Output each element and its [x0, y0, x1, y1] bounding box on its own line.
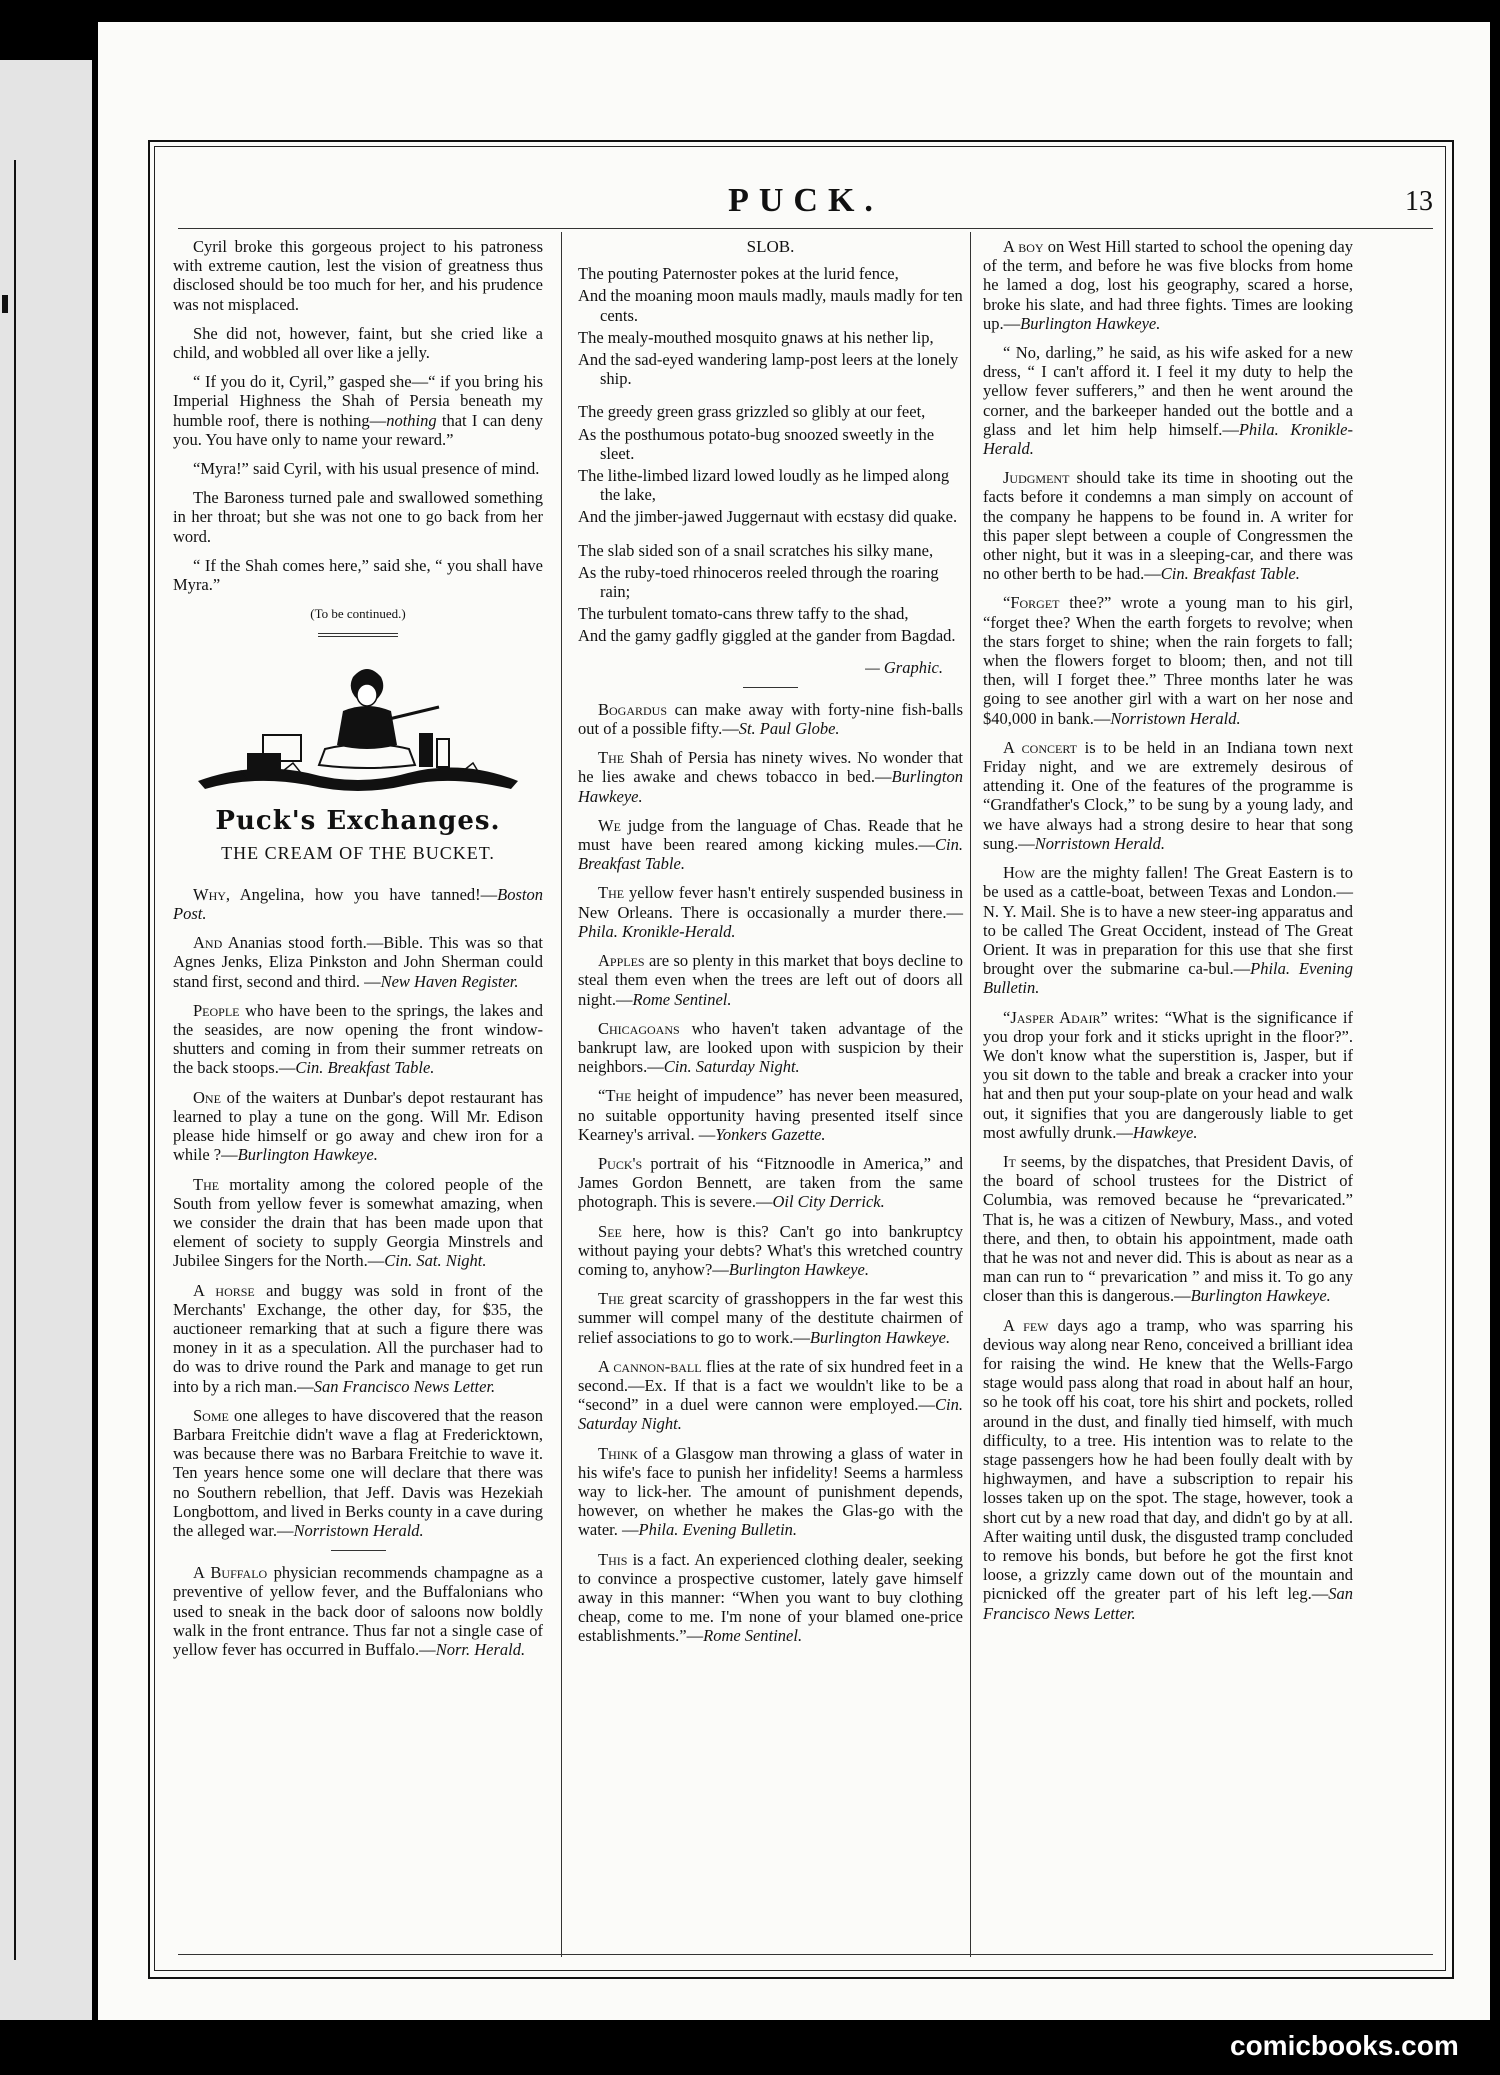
story-paragraph: “ If the Shah comes here,” said she, “ you shall have Myra.”: [173, 555, 543, 595]
item-lead: Puck's: [598, 1153, 643, 1173]
item-lead: Judgment: [1003, 468, 1070, 488]
story-paragraph: “Myra!” said Cyril, with his usual presence of mind.: [193, 459, 540, 479]
item-lead: “The: [598, 1086, 632, 1106]
continued-note: (To be continued.): [310, 606, 406, 622]
item-source: Burlington Hawkeye.: [728, 1259, 869, 1279]
poem-source: — Graphic.: [865, 657, 943, 677]
exchange-item: [983, 863, 1353, 997]
item-lead: Bogardus: [598, 699, 668, 719]
bottom-rule: [178, 1954, 1433, 1955]
column-divider-2: [970, 232, 971, 1957]
poem-line: The slab sided son of a snail scratches his silky mane,: [578, 540, 934, 560]
item-lead: See: [598, 1221, 622, 1241]
poem-line: And the sad-eyed wandering lamp-post leers at the lonely ship.: [578, 350, 959, 389]
item-source: Cin. Breakfast Table.: [1160, 564, 1300, 584]
exchange-item: [578, 951, 963, 1009]
item-lead: A horse: [193, 1280, 255, 1300]
story-text: that I can deny you. You have only to name your reward.”: [173, 410, 543, 449]
item-text: days ago a tramp, who was sparring his devious way along near Reno, conceived a brilliant idea for raising the wind. He knew that the Wells-Fargo stage would pass along that road in about half an hour, so he took off his coat, tore his shirt and pockets, rolled around in the dust, and finally tied himself, with much difficulty, to a tree. His intention was to relate to the stage passengers how he had been foully dealt with by highwaymen, and have a subscription to repair his losses taken up on the spot. The stage, however, took a short cut by a new road that day, and didn't go by at all. After waiting until dusk, the disgusted tramp concluded to remove his bonds, but before he got the first knot loose, a grizzly came down out of the mountain and picnicked off the greater part of his left leg.—: [983, 1315, 1353, 1604]
section-rule: [743, 687, 798, 688]
item-lead: A Buffalo: [193, 1563, 268, 1583]
exchange-item: [983, 237, 1353, 333]
item-text: Shah of Persia has ninety wives. No wonder that he lies awake and chews tobacco in bed.—: [578, 748, 963, 787]
poem-line: As the ruby-toed rhinoceros reeled through the roaring rain;: [578, 562, 939, 602]
exchange-item: [983, 738, 1353, 853]
item-text: seems, by the dispatches, that President Davis, of the board of school trustees for the District of Columbia, was removed because he “prevaricated.” That is, he was a citizen of Newbury, Mass., and voted there, and then, to obtain his appointment, made oath that he was not and never did. This is about as near as a man can run to “ prevarication ” and miss it. To go any closer than this is dangerous.—: [983, 1151, 1353, 1306]
item-text: of the waiters at Dunbar's depot restaurant has learned to play a tune on the gong. Will Mr. Edison please hide himself or go away and chew iron for a while ?—: [173, 1087, 543, 1165]
item-source: Phila. Evening Bulletin.: [638, 1520, 798, 1540]
item-text: physician recommends champagne as a preventive of yellow fever, and the Buffalonians who used to sneak in the back door of saloons now boldly walk in the front entrance. Thus far not a single case of yellow fever has occurred in Buffalo.—: [173, 1563, 544, 1659]
poem-stanza: [578, 402, 963, 526]
item-text: should take its time in shooting out the facts before it condemns a man simply on account of the company he happens to be found in. A writer for this paper slept between a couple of Congressmen the other night, but it was in a sleeping-car, and there was no other berth to be had.—: [983, 468, 1353, 584]
item-lead: A concert: [1003, 737, 1077, 757]
column-1: [173, 237, 543, 1669]
item-text: judge from the language of Chas. Reade that he must have been reared among kicking mules.—: [578, 815, 963, 855]
item-lead: The: [598, 1289, 625, 1309]
section-rule: [331, 1550, 386, 1551]
exchange-item: [578, 1444, 963, 1540]
item-source: Rome Sentinel.: [632, 989, 732, 1009]
item-text: height of impudence” has never been measured, no suitable opportunity having presented itself since Kearney's arrival. —: [578, 1086, 963, 1144]
item-text: Ananias stood forth.—Bible. This was so that Agnes Jenks, Eliza Pinkston and John Sherman could stand first, second and third. —: [173, 933, 543, 991]
exchange-item: [578, 816, 963, 874]
column-3: [983, 237, 1353, 1633]
item-lead: “ No: [1003, 343, 1036, 363]
poem-title: SLOB.: [746, 237, 795, 256]
item-source: Norristown Herald.: [1110, 708, 1241, 728]
exchange-item: [578, 1154, 963, 1212]
poem-stanza: [578, 541, 963, 646]
item-source: Norristown Herald.: [1034, 833, 1165, 853]
item-lead: And: [193, 933, 223, 953]
item-lead: One: [193, 1087, 221, 1107]
item-source: Burlington Hawkeye.: [1190, 1286, 1331, 1306]
poem-line: The turbulent tomato-cans threw taffy to the shad,: [578, 604, 909, 624]
exchange-item: [173, 885, 543, 923]
item-source: Rome Sentinel.: [703, 1626, 803, 1646]
item-text: who have been to the springs, the lakes and the seasides, are now opening the front window-shutters and coming in from their summer retreats on the back stoops.—: [173, 1000, 543, 1078]
item-text: one alleges to have discovered that the reason Barbara Freitchie didn't wave a flag at Fredericktown, was because there was no Barbara Freitchie to wave it. Ten years hence some one will declare that there was no Southern rebellion, that Jeff. Davis was Hezekiah Longbottom, and lived in Berks county in a cave during the alleged war.—: [173, 1405, 543, 1540]
item-lead: We: [598, 815, 621, 835]
item-source: Burlington Hawkeye.: [237, 1145, 378, 1165]
puck-figure-icon: [193, 653, 523, 798]
item-lead: The: [598, 883, 625, 903]
item-source: Boston Post.: [173, 884, 543, 924]
item-lead: A cannon-ball: [598, 1356, 702, 1376]
puck-vignette-illustration: [193, 653, 523, 798]
newspaper-page: [98, 22, 1490, 2020]
item-lead: How: [1003, 863, 1035, 883]
item-source: Phila. Evening Bulletin.: [983, 959, 1353, 998]
poem-line: And the jimber-jawed Juggernaut with ecstasy did quake.: [578, 507, 958, 527]
item-source: Hawkeye.: [1132, 1122, 1198, 1142]
item-text: thee?” wrote a young man to his girl, “forget thee? When the earth forgets to revolve; when the stars forget to shine; when the rain forgets to fall; when the flowers forget to bloom; then, and not till then, will I forget thee.” Three months later he was going to see another girl with a wart on her nose and $40,000 in bank.—: [983, 593, 1353, 728]
item-source: San Francisco News Letter.: [313, 1376, 496, 1396]
poem-stanza: [578, 264, 963, 388]
item-source: Phila. Kronikle-Herald.: [578, 921, 736, 941]
masthead-rule: [178, 228, 1433, 229]
exchange-item: [983, 1316, 1353, 1623]
exchange-item: [173, 1563, 543, 1659]
item-text: is to be held in an Indiana town next Friday night, and we are extremely desirous of attending it. One of the features of the programme is “Grandfather's Clock,” to be sung by a young lady, and we have always had a strong desire to hear that song sung.—: [983, 737, 1353, 853]
poem-line: As the posthumous potato-bug snoozed sweetly in the sleet.: [578, 424, 935, 463]
item-lead: Apples: [598, 951, 645, 971]
story-emphasis: nothing: [386, 410, 437, 430]
exchange-item: [578, 1289, 963, 1347]
exchanges-subheading: THE CREAM OF THE BUCKET.: [221, 842, 495, 863]
item-source: Burlington Hawkeye.: [578, 767, 963, 806]
item-text: are so plenty in this market that boys decline to steal them even when the trees are left out of doors all night.—: [578, 951, 963, 1009]
item-text: can make away with forty-nine fish-balls out of a possible fifty.—: [578, 699, 963, 739]
item-source: Burlington Hawkeye.: [809, 1327, 951, 1347]
poem-line: The lithe-limbed lizard lowed loudly as he limped along the lake,: [578, 466, 950, 505]
item-text: who haven't taken advantage of the bankrupt law, are looked upon with suspicion by their neighbors.—: [578, 1018, 963, 1077]
exchange-item: [578, 1550, 963, 1646]
story-paragraph: The Baroness turned pale and swallowed something in her throat; but she was not one to go back from her word.: [173, 488, 543, 546]
item-lead: This: [598, 1549, 628, 1569]
item-source: Cin. Saturday Night.: [663, 1057, 800, 1077]
item-text: writes: “What is the significance if you drop your fork and it sticks upright in the floor?”. We don't know what the superstition is, Jasper, but if you sit down to the table and break a cracker into your hat and then put your soup-plate on your head and walk out, it signifies that you are dangerously liable to get most awfully drunk.—: [983, 1007, 1353, 1142]
watermark-text: comicbooks.com: [1230, 2030, 1459, 2061]
exchange-item: [173, 933, 543, 991]
item-lead: A boy: [1003, 237, 1044, 256]
item-source: San Francisco News Letter.: [983, 1584, 1353, 1623]
masthead-title: PUCK.: [728, 182, 883, 219]
page-number: 13: [1405, 186, 1433, 217]
exchange-item: [173, 1088, 543, 1165]
item-source: Norristown Herald.: [293, 1520, 424, 1540]
exchange-item: [578, 1222, 963, 1280]
item-text: is a fact. An experienced clothing dealer, seeking to convince a prospective customer, lately gave himself away in this manner: “When you want to buy clothing cheap, come to me. I'm none of your blamed one-price establishments.”—: [578, 1549, 963, 1646]
poem-line: And the moaning moon mauls madly, mauls madly for ten cents.: [578, 286, 963, 325]
exchange-item: [173, 1175, 543, 1271]
double-rule: [318, 633, 398, 637]
item-source: Yonkers Gazette.: [715, 1124, 826, 1144]
column-2: [578, 237, 963, 1656]
exchange-item: [578, 1086, 963, 1144]
exchange-item: [983, 593, 1353, 727]
exchange-item: [173, 1406, 543, 1540]
story-paragraph: She did not, however, faint, but she cried like a child, and wobbled all over like a jelly.: [173, 323, 543, 363]
item-source: Norr. Herald.: [435, 1639, 526, 1659]
masthead: [178, 182, 1433, 224]
exchange-item: [578, 748, 963, 806]
exchange-item: [173, 1281, 543, 1396]
item-lead: Some: [193, 1405, 229, 1425]
item-lead: Chicagoans: [598, 1018, 680, 1038]
item-lead: “Jasper Adair”: [1003, 1007, 1108, 1027]
item-lead: Why: [193, 884, 226, 904]
poem-line: And the gamy gadfly giggled at the gander from Bagdad.: [578, 626, 956, 646]
item-source: St. Paul Globe.: [738, 719, 840, 739]
item-lead: The: [193, 1174, 220, 1194]
item-text: mortality among the colored people of the South from yellow fever is somewhat amazing, when we consider the drain that has been made upon that element of society to supply Georgia Minstrels and Jubilee Singers for the North.—: [173, 1174, 543, 1271]
exchange-item: [983, 1152, 1353, 1306]
item-lead: People: [193, 1000, 240, 1020]
exchange-item: [578, 883, 963, 941]
item-text: yellow fever hasn't entirely suspended business in New Orleans. There is occasionally a murder there.—: [578, 883, 963, 922]
poem-line: The pouting Paternoster pokes at the lurid fence,: [578, 264, 899, 284]
exchange-item: [983, 468, 1353, 583]
previous-page-mark: [2, 295, 8, 313]
item-source: Cin. Saturday Night.: [578, 1395, 963, 1434]
exchange-item: [983, 343, 1353, 458]
item-source: Oil City Derrick.: [772, 1192, 885, 1212]
item-source: Cin. Sat. Night.: [384, 1251, 487, 1271]
exchange-item: [173, 1001, 543, 1078]
exchange-item: [578, 700, 963, 738]
item-text: here, how is this? Can't go into bankruptcy without paying your debts? What's this wretched country coming to, anyhow?—: [578, 1221, 963, 1279]
item-source: New Haven Register.: [380, 971, 519, 991]
item-text: of a Glasgow man throwing a glass of water in his wife's face to punish her infidelity! Seems a harmless way to lick-her. The amount of punishment depends, however, on whether he makes the Glas-go with the water. —: [578, 1443, 963, 1540]
story-text: “ If you do it, Cyril,” gasped she—“ if you bring his Imperial Highness the Shah of Persia beneath my humble roof, there is nothing—: [173, 372, 543, 430]
item-text: and buggy was sold in front of the Merchants' Exchange, the other day, for $35, the auctioneer remarking that at such a figure there was money in it as a speculation. All the purchaser had to do was to drive round the Park and manage to get run into by a rich man.—: [173, 1280, 543, 1396]
item-lead: The: [598, 748, 625, 768]
item-text: on West Hill started to school the opening day of the term, and before he was five blocks from home he lamed a dog, lost his geography, scared a horse, broke his slate, and had three fights. Times are looking up.—: [983, 237, 1353, 333]
story-paragraph: Cyril broke this gorgeous project to his patroness with extreme caution, lest the vision of greatness thus disclosed should be too much for her, and his prudence was not misplaced.: [173, 237, 543, 314]
poem-line: The mealy-mouthed mosquito gnaws at his nether lip,: [578, 327, 934, 347]
item-text: , Angelina, how you have tanned!—: [225, 884, 498, 904]
previous-page-border: [0, 160, 16, 1960]
item-lead: “Forget: [1003, 593, 1060, 613]
poem-line: The greedy green grass grizzled so glibly at our feet,: [578, 402, 926, 422]
column-divider-1: [561, 232, 562, 1957]
item-text: great scarcity of grasshoppers in the far west this summer will compel many of the destitute chairmen of relief associations to go to work.—: [578, 1289, 963, 1347]
item-text: , darling,” he said, as his wife asked for a new dress, “ I can't afford it. I feel it my duty to help the yellow fever sufferers,” and then he went around the corner, and the barkeeper handed out the bottle and a glass and let him help himself.—: [983, 343, 1353, 439]
story-paragraph: [173, 372, 543, 449]
item-text: are the mighty fallen! The Great Eastern is to be used as a cattle-boat, between Texas and London.—N. Y. Mail. She is to have a new steer-ing apparatus and to be called The Great Occident, instead of The Great Orient. It was in preparation for this use that she first brought over the submarine ca-bul.—: [983, 863, 1353, 979]
item-source: Cin. Breakfast Table.: [295, 1058, 435, 1078]
exchange-item: [578, 1357, 963, 1434]
item-lead: It: [1003, 1151, 1016, 1171]
exchange-item: [578, 1019, 963, 1077]
item-source: Burlington Hawkeye.: [1020, 313, 1161, 333]
item-text: flies at the rate of six hundred feet in a second.—Ex. If that is a fact we wouldn't like to be a “second” in a duel were cannon were employed.—: [578, 1356, 963, 1415]
previous-page-edge: [0, 60, 92, 2020]
exchange-item: [983, 1008, 1353, 1142]
item-lead: A few: [1003, 1315, 1049, 1335]
exchanges-heading: Puck's Exchanges.: [215, 806, 501, 837]
item-text: portrait of his “Fitznoodle in America,” and James Gordon Bennett, are taken from the same photograph. This is severe.—: [578, 1153, 963, 1212]
item-source: Phila. Kronikle-Herald.: [983, 419, 1354, 459]
item-lead: Think: [598, 1443, 639, 1463]
item-source: Cin. Breakfast Table.: [578, 835, 963, 874]
